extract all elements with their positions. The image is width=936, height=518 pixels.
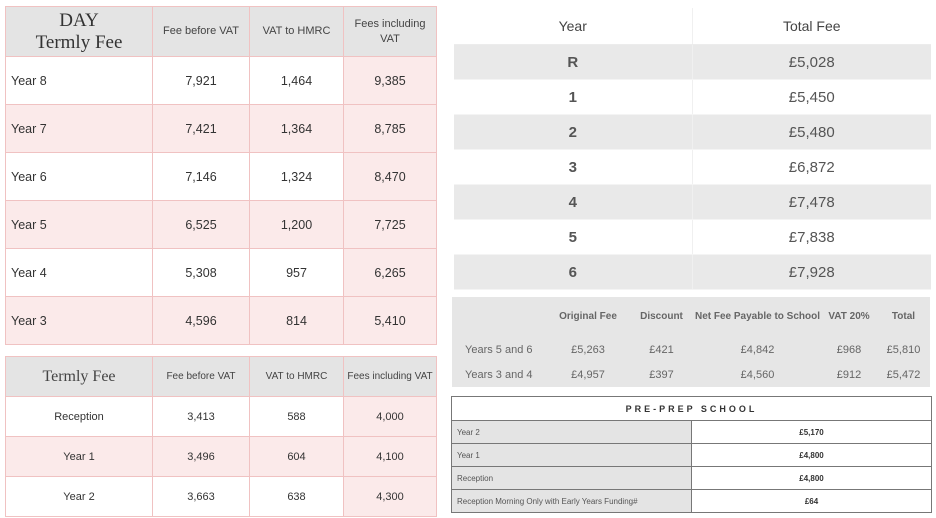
year-cell: 5 bbox=[454, 220, 692, 255]
year-cell: R bbox=[454, 45, 692, 80]
row-label: Years 5 and 6 bbox=[452, 337, 547, 362]
column-header: VAT to HMRC bbox=[250, 7, 344, 57]
year-cell: 2 bbox=[454, 115, 692, 150]
table-row bbox=[6, 297, 437, 345]
fee-before-vat-cell: 6,525 bbox=[153, 201, 250, 249]
fee-including-vat-cell: 5,410 bbox=[344, 297, 437, 345]
vat-cell: £968 bbox=[821, 337, 877, 362]
table-row bbox=[6, 397, 437, 437]
column-header: VAT to HMRC bbox=[250, 357, 344, 397]
table-row bbox=[452, 490, 932, 513]
net-fee-cell: £4,560 bbox=[694, 362, 821, 387]
fee-including-vat-cell: 4,300 bbox=[344, 477, 437, 517]
row-label: Year 1 bbox=[452, 444, 692, 467]
row-label: Year 6 bbox=[6, 153, 153, 201]
fee-before-vat-cell: 3,496 bbox=[153, 437, 250, 477]
column-header: Fees including VAT bbox=[344, 7, 437, 57]
column-header: Year bbox=[454, 8, 692, 45]
table-row bbox=[452, 421, 932, 444]
table-row bbox=[454, 220, 931, 255]
row-label: Year 2 bbox=[452, 421, 692, 444]
row-label: Reception bbox=[452, 467, 692, 490]
total-fee-cell: £5,480 bbox=[692, 115, 931, 150]
total-fee-cell: £5,450 bbox=[692, 80, 931, 115]
table-row bbox=[6, 57, 437, 105]
table-row bbox=[452, 362, 930, 387]
table-row bbox=[452, 444, 932, 467]
vat-cell: 1,364 bbox=[250, 105, 344, 153]
fee-before-vat-cell: 5,308 bbox=[153, 249, 250, 297]
table-row bbox=[6, 105, 437, 153]
column-header: Fee before VAT bbox=[153, 357, 250, 397]
table-title-line2: Termly Fee bbox=[35, 31, 123, 53]
fee-cell: £4,800 bbox=[692, 444, 932, 467]
vat-cell: £912 bbox=[821, 362, 877, 387]
pre-prep-school-table bbox=[451, 396, 932, 513]
year-cell: 1 bbox=[454, 80, 692, 115]
vat-cell: 588 bbox=[250, 397, 344, 437]
column-header: Total bbox=[877, 297, 930, 337]
discount-fee-table bbox=[452, 297, 930, 387]
year-cell: 3 bbox=[454, 150, 692, 185]
table-row bbox=[454, 80, 931, 115]
total-fee-cell: £5,028 bbox=[692, 45, 931, 80]
fee-including-vat-cell: 4,100 bbox=[344, 437, 437, 477]
vat-cell: 1,464 bbox=[250, 57, 344, 105]
year-total-fee-table bbox=[454, 8, 931, 290]
year-cell: 4 bbox=[454, 185, 692, 220]
row-label: Year 3 bbox=[6, 297, 153, 345]
table-header-row bbox=[6, 7, 437, 57]
table-header-row bbox=[452, 397, 932, 421]
table-title: Termly Fee bbox=[6, 357, 153, 397]
row-label: Year 8 bbox=[6, 57, 153, 105]
fee-cell: £4,800 bbox=[692, 467, 932, 490]
fee-before-vat-cell: 4,596 bbox=[153, 297, 250, 345]
fee-including-vat-cell: 9,385 bbox=[344, 57, 437, 105]
vat-cell: 1,324 bbox=[250, 153, 344, 201]
day-termly-fee-table bbox=[5, 6, 437, 345]
table-row bbox=[454, 150, 931, 185]
column-header: Fees including VAT bbox=[344, 357, 437, 397]
vat-cell: 604 bbox=[250, 437, 344, 477]
year-cell: 6 bbox=[454, 255, 692, 290]
row-label: Year 5 bbox=[6, 201, 153, 249]
vat-cell: 814 bbox=[250, 297, 344, 345]
column-header: Net Fee Payable to School bbox=[694, 297, 821, 337]
table-row bbox=[452, 467, 932, 490]
row-label: Year 2 bbox=[6, 477, 153, 517]
column-header: Original Fee bbox=[547, 297, 629, 337]
row-label: Year 1 bbox=[6, 437, 153, 477]
table-row bbox=[454, 115, 931, 150]
fee-cell: £64 bbox=[692, 490, 932, 513]
fee-including-vat-cell: 7,725 bbox=[344, 201, 437, 249]
total-fee-cell: £6,872 bbox=[692, 150, 931, 185]
discount-cell: £397 bbox=[629, 362, 694, 387]
table-row bbox=[6, 153, 437, 201]
table-row bbox=[454, 255, 931, 290]
table-title bbox=[6, 7, 153, 57]
total-cell: £5,810 bbox=[877, 337, 930, 362]
table-row bbox=[452, 337, 930, 362]
table-title: PRE-PREP SCHOOL bbox=[452, 397, 932, 421]
total-cell: £5,472 bbox=[877, 362, 930, 387]
table-row bbox=[6, 201, 437, 249]
table-header-row bbox=[454, 8, 931, 45]
total-fee-cell: £7,838 bbox=[692, 220, 931, 255]
column-header: Discount bbox=[629, 297, 694, 337]
vat-cell: 957 bbox=[250, 249, 344, 297]
table-row bbox=[6, 249, 437, 297]
row-label: Year 7 bbox=[6, 105, 153, 153]
discount-cell: £421 bbox=[629, 337, 694, 362]
original-fee-cell: £5,263 bbox=[547, 337, 629, 362]
vat-cell: 1,200 bbox=[250, 201, 344, 249]
row-label: Reception bbox=[6, 397, 153, 437]
table-row bbox=[6, 477, 437, 517]
row-label: Years 3 and 4 bbox=[452, 362, 547, 387]
vat-cell: 638 bbox=[250, 477, 344, 517]
row-label: Reception Morning Only with Early Years Funding# bbox=[452, 490, 692, 513]
net-fee-cell: £4,842 bbox=[694, 337, 821, 362]
fee-including-vat-cell: 8,470 bbox=[344, 153, 437, 201]
row-label: Year 4 bbox=[6, 249, 153, 297]
total-fee-cell: £7,928 bbox=[692, 255, 931, 290]
fee-including-vat-cell: 8,785 bbox=[344, 105, 437, 153]
fee-before-vat-cell: 7,921 bbox=[153, 57, 250, 105]
table-header-row bbox=[6, 357, 437, 397]
table-header-row bbox=[452, 297, 930, 337]
fee-before-vat-cell: 7,421 bbox=[153, 105, 250, 153]
table-row bbox=[454, 45, 931, 80]
fee-before-vat-cell: 3,413 bbox=[153, 397, 250, 437]
fee-cell: £5,170 bbox=[692, 421, 932, 444]
column-header: Total Fee bbox=[692, 8, 931, 45]
fee-before-vat-cell: 7,146 bbox=[153, 153, 250, 201]
fee-including-vat-cell: 4,000 bbox=[344, 397, 437, 437]
table-title-line1: DAY bbox=[59, 9, 99, 31]
column-header: Fee before VAT bbox=[153, 7, 250, 57]
termly-fee-table bbox=[5, 356, 437, 517]
fee-before-vat-cell: 3,663 bbox=[153, 477, 250, 517]
total-fee-cell: £7,478 bbox=[692, 185, 931, 220]
table-row bbox=[454, 185, 931, 220]
column-header: VAT 20% bbox=[821, 297, 877, 337]
table-row bbox=[6, 437, 437, 477]
original-fee-cell: £4,957 bbox=[547, 362, 629, 387]
fee-including-vat-cell: 6,265 bbox=[344, 249, 437, 297]
empty-header-cell bbox=[452, 297, 547, 337]
